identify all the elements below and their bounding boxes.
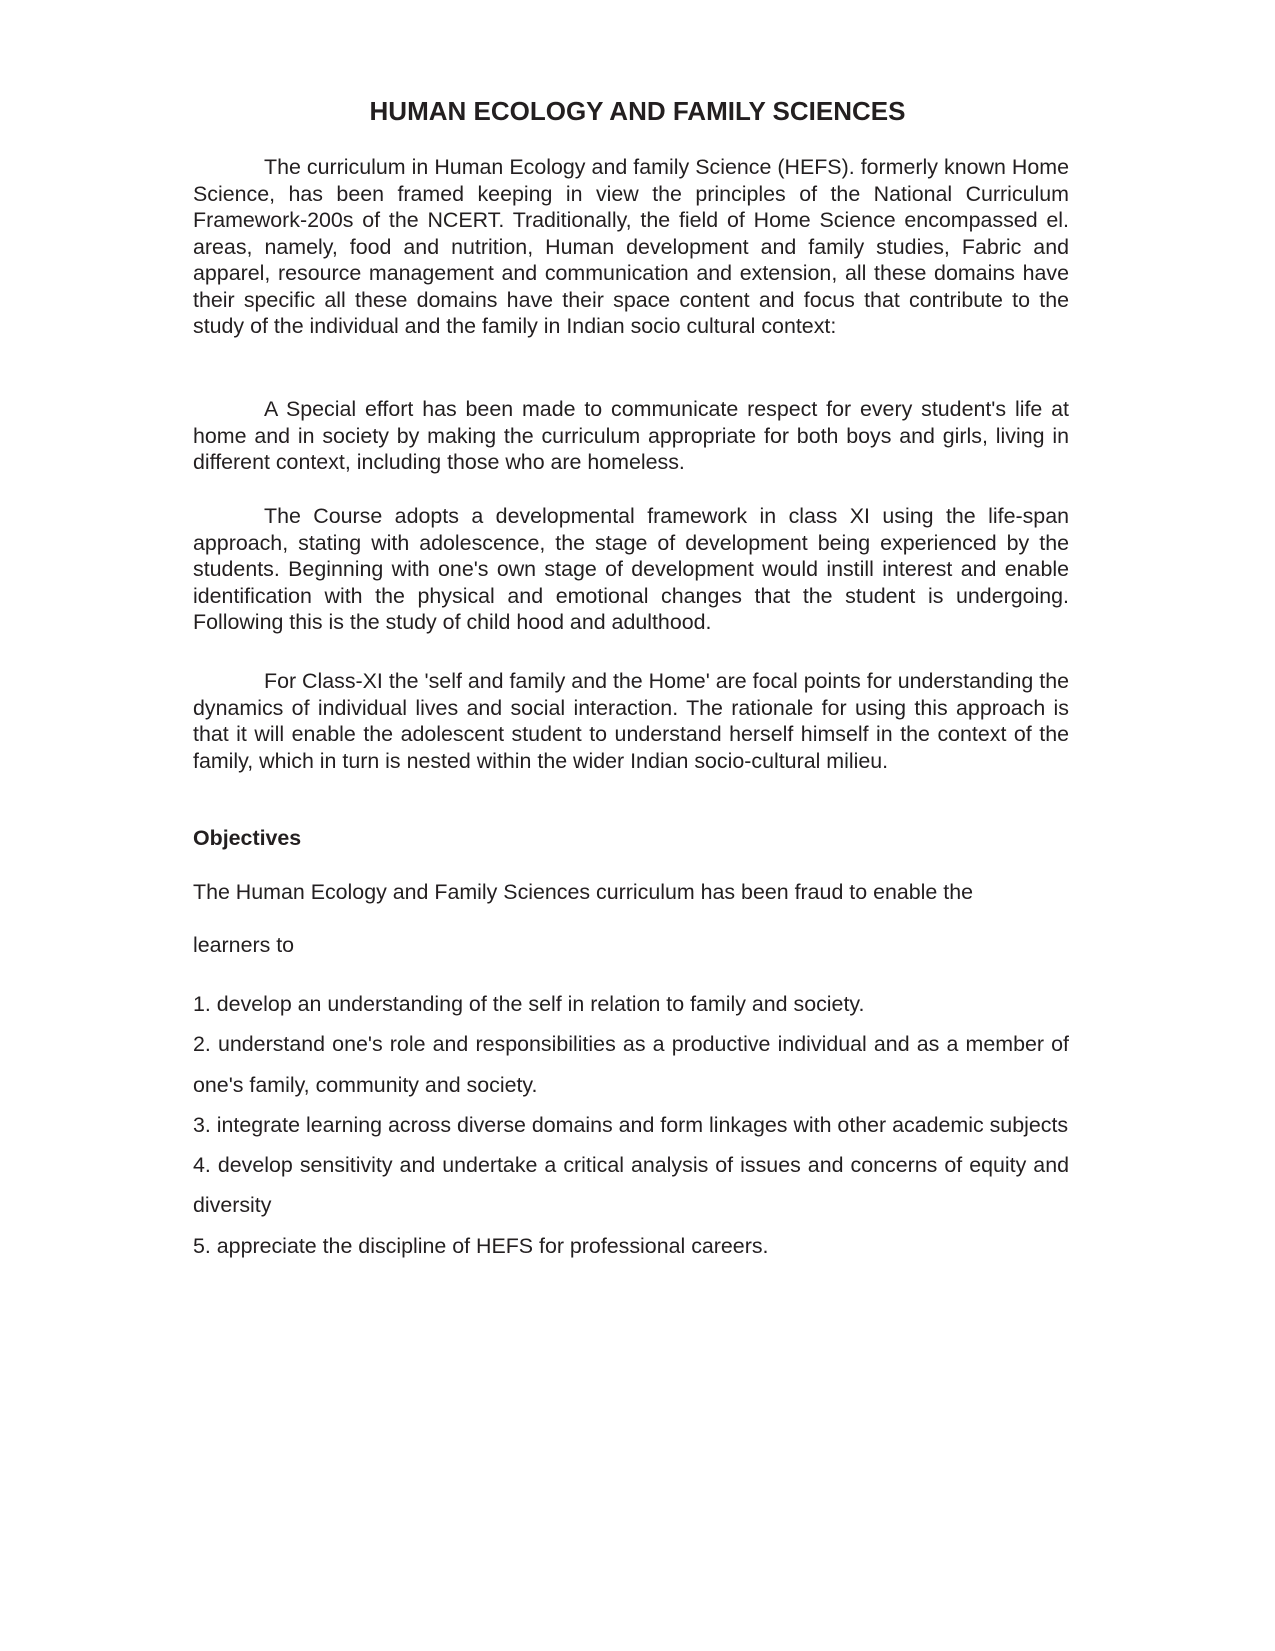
document-title: HUMAN ECOLOGY AND FAMILY SCIENCES (369, 96, 906, 126)
objective-item-1: 1. develop an understanding of the self in relation to family and society. (193, 992, 865, 1016)
objective-item-3: 3. integrate learning across diverse domains and form linkages with other academic subjects (193, 1112, 1069, 1137)
objectives-heading: Objectives (193, 826, 302, 850)
objective-item-2: 2. understand one's role and responsibilities as a productive individual and as a member of one's family, community and society. (193, 1032, 1069, 1097)
paragraph-curriculum-overview: The curriculum in Human Ecology and family Science (HEFS). formerly known Home Science, has been framed keeping in view the principles of the National Curriculum Framework-200s of the NCERT. Traditionally, the field of Home Science encompassed el. areas, namely, food and nutrition, Human development and family studies, Fabric and apparel, resource management and communication and extension, all these domains have their specific all these domains have their space content and focus that contribute to the study of the individual and the family in Indian socio cultural context: (193, 155, 1069, 338)
objectives-list (193, 984, 1069, 1266)
paragraph-special-effort: A Special effort has been made to communicate respect for every student's life at home and in society by making the curriculum appropriate for both boys and girls, living in different context, including those who are homeless. (193, 397, 1069, 474)
objective-item-5: 5. appreciate the discipline of HEFS for professional careers. (193, 1233, 769, 1258)
objectives-intro-line-1: The Human Ecology and Family Sciences curriculum has been fraud to enable the (193, 880, 973, 904)
paragraph-developmental-framework: The Course adopts a developmental framework in class XI using the life-span approach, stating with adolescence, the stage of development being experienced by the students. Beginning with one's own stage of development would instill interest and enable identification with the physical and emotional changes that the student is undergoing. Following this is the study of child hood and adulthood. (193, 504, 1069, 634)
paragraph-class-xi-focus: For Class-XI the 'self and family and the Home' are focal points for understanding the dynamics of individual lives and social interaction. The rationale for using this approach is that it will enable the adolescent student to understand herself himself in the context of the family, which in turn is nested within the wider Indian socio-cultural milieu. (193, 669, 1069, 773)
objectives-intro-line-2: learners to (193, 933, 295, 957)
objective-item-4: 4. develop sensitivity and undertake a critical analysis of issues and concerns of equity and diversity (193, 1153, 1069, 1218)
